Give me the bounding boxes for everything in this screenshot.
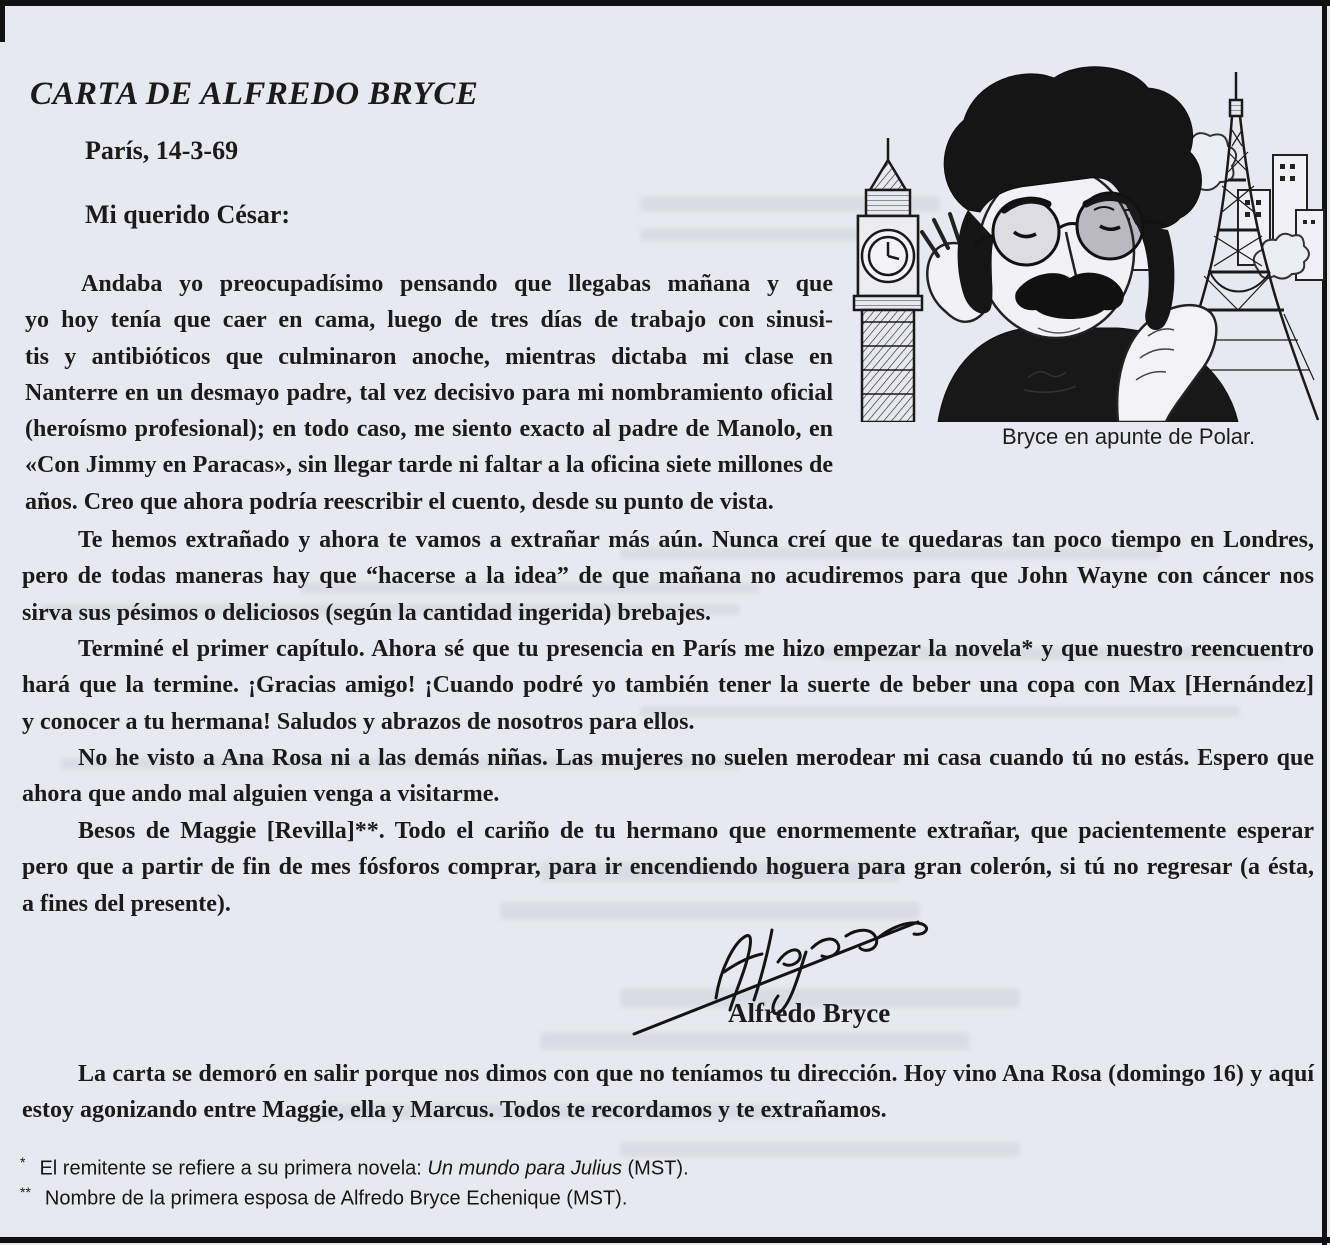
- footnote-text: Nombre de la primera esposa de Alfredo Bryce Echenique (MST).: [44, 1187, 628, 1210]
- footnote-marker: *: [20, 1154, 26, 1170]
- letter-dateline: París, 14-3-69: [85, 136, 239, 165]
- big-ben-tower: [854, 138, 922, 422]
- signature-printed-name: Alfredo Bryce: [728, 998, 891, 1028]
- text-line: «Con Jimmy en Paracas», sin llegar tarde ni faltar a la oficina siete millones de: [25, 452, 833, 479]
- text-line: y conocer a tu hermana! Saludos y abrazos de nosotros para ellos.: [22, 708, 695, 735]
- text-line: pero que a partir de fin de mes fósforos comprar, para ir encendiendo hoguera para gran colerón, si tú no regresar (a ésta,: [22, 854, 1314, 881]
- text-line: Besos de Maggie [Revilla]**. Todo el cariño de tu hermano que enormemente extrañar, que pacientemente esperar: [78, 818, 1314, 844]
- postscript-paragraph: [22, 1056, 1314, 1129]
- scan-border-left: [0, 0, 5, 42]
- letter-salutation: Mi querido César:: [85, 200, 291, 229]
- text-line: (heroísmo profesional); en todo caso, me siento exacto al padre de Manolo, en: [25, 416, 833, 443]
- text-line: sirva sus pésimos o deliciosos (según la cantidad ingerida) brebajes.: [22, 599, 711, 626]
- text-line: Te hemos extrañado y ahora te vamos a extrañar más aún. Nunca creí que te quedaras tan poco tiempo en Londres,: [78, 527, 1314, 553]
- illustration-caption: Bryce en apunte de Polar.: [1002, 424, 1256, 449]
- text-line: Andaba yo preocupadísimo pensando que llegabas mañana y que: [81, 271, 833, 297]
- bryce-caricature-drawing: [818, 60, 1326, 422]
- footnote-italic-title: Un mundo para Julius: [427, 1157, 622, 1180]
- footnote-text: (MST).: [621, 1157, 689, 1180]
- caricature-illustration: [818, 60, 1326, 422]
- footnote-text: El remitente se refiere a su primera novela:: [39, 1157, 428, 1180]
- paragraph-4: [22, 740, 1314, 813]
- text-line: pero de todas maneras hay que “hacerse a la idea” de que mañana no acudiremos para que John Wayne con cáncer nos: [22, 563, 1314, 590]
- footnote-1: [20, 1154, 689, 1181]
- paragraph-1: [25, 266, 833, 520]
- scan-border-top: [0, 0, 1330, 6]
- footnote-2: [20, 1184, 627, 1211]
- paragraph-3: [22, 631, 1314, 740]
- text-line: Nanterre en un desmayo padre, tal vez decisivo para mi nombramiento oficial: [25, 379, 833, 406]
- paragraph-2: [22, 522, 1314, 631]
- text-line: La carta se demoró en salir porque nos dimos con que no teníamos tu dirección. Hoy vino Ana Rosa (domingo 16) y aquí: [78, 1061, 1314, 1087]
- text-line: No he visto a Ana Rosa ni a las demás niñas. Las mujeres no suelen merodear mi casa cuando tú no estás. Espero que: [78, 745, 1314, 771]
- text-line: tis y antibióticos que culminaron anoche, mientras dictaba mi clase en: [25, 343, 833, 370]
- letter-title: CARTA DE ALFREDO BRYCE: [30, 76, 479, 112]
- footnote-marker: **: [20, 1184, 31, 1200]
- text-line: a fines del presente).: [22, 890, 231, 917]
- paragraph-5: [22, 813, 1314, 922]
- text-line: ahora que ando mal alguien venga a visitarme.: [22, 781, 500, 808]
- text-line: yo hoy tenía que caer en cama, luego de tres días de trabajo con sinusi-: [25, 307, 833, 334]
- scan-border-bottom: [0, 1237, 1330, 1243]
- text-line: Terminé el primer capítulo. Ahora sé que tu presencia en París me hizo empezar la novela* y que nuestro reencuentro: [78, 636, 1314, 662]
- text-line: estoy agonizando entre Maggie, ella y Marcus. Todos te recordamos y te extrañamos.: [22, 1097, 887, 1124]
- text-line: años. Creo que ahora podría reescribir el cuento, desde su punto de vista.: [25, 488, 774, 515]
- text-line: hará que la termine. ¡Gracias amigo! ¡Cuando podré yo también tener la suerte de beber una copa con Max [Hernández]: [22, 672, 1314, 699]
